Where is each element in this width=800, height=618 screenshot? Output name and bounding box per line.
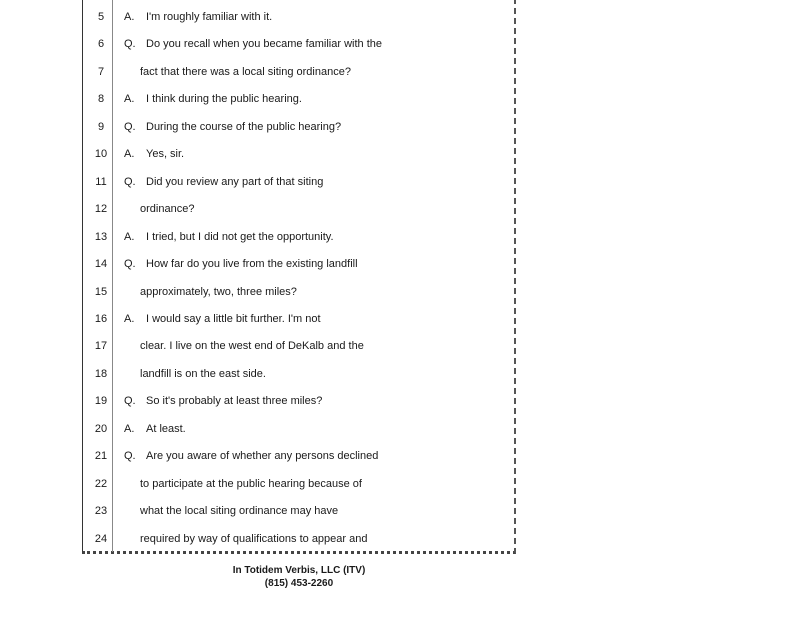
line-number: 23 [94,505,108,518]
transcript-line [82,172,512,192]
speaker-label: A. [124,230,135,243]
line-text: I would say a little bit further. I'm not [146,312,321,325]
line-text: So it's probably at least three miles? [146,395,323,408]
line-text: clear. I live on the west end of DeKalb and the [140,340,364,353]
transcript-line [82,391,512,411]
transcript-page [82,0,516,554]
line-text: At least. [146,422,186,435]
speaker-label: A. [124,422,135,435]
margin-rule [112,0,113,552]
footer-phone: (815) 453-2260 [264,578,334,589]
line-number: 11 [95,175,107,188]
line-text: fact that there was a local siting ordinance? [140,65,351,78]
transcript-line [82,144,512,164]
line-number: 16 [94,312,108,325]
speaker-label: Q. [124,258,136,271]
line-number: 7 [97,65,105,78]
speaker-label: A. [124,148,135,161]
line-number: 24 [94,532,108,545]
line-text: Did you review any part of that siting [146,175,324,188]
line-text: approximately, two, three miles? [140,285,297,298]
line-text: How far do you live from the existing landfill [146,258,358,271]
transcript-line [82,336,512,356]
speaker-label: Q. [124,38,136,51]
transcript-line [82,254,512,274]
line-number: 12 [94,203,108,216]
line-number: 20 [94,422,108,435]
line-text: During the course of the public hearing? [146,120,342,133]
footer-company: In Totidem Verbis, LLC (ITV) [232,565,366,576]
line-number: 21 [94,450,108,463]
line-text: I tried, but I did not get the opportunity. [146,230,334,243]
line-number: 14 [94,258,108,271]
line-text: I'm roughly familiar with it. [146,11,273,23]
line-number: 19 [94,395,108,408]
line-text: ordinance? [140,203,195,216]
transcript-line [82,7,512,27]
transcript-line [82,309,512,329]
line-number: 9 [97,120,105,133]
transcript-line [82,364,512,384]
line-number: 15 [94,285,108,298]
line-number: 8 [97,93,105,106]
speaker-label: A. [124,11,135,23]
line-text: Are you aware of whether any persons declined [146,450,379,463]
speaker-label: Q. [124,450,136,463]
transcript-line [82,529,512,549]
speaker-label: Q. [124,120,136,133]
speaker-label: Q. [124,175,136,188]
speaker-label: A. [124,93,135,106]
transcript-line [82,117,512,137]
line-number: 10 [94,148,108,161]
transcript-line [82,199,512,219]
line-text: what the local siting ordinance may have [140,505,339,518]
line-text: Yes, sir. [146,148,185,161]
transcript-line [82,89,512,109]
line-text: required by way of qualifications to appear and [140,532,368,545]
transcript-line [82,419,512,439]
transcript-line [82,446,512,466]
speaker-label: A. [124,312,135,325]
line-text: I think during the public hearing. [146,93,302,106]
line-number: 18 [94,367,108,380]
transcript-line [82,62,512,82]
line-number: 6 [97,38,105,51]
line-text: landfill is on the east side. [140,367,266,380]
line-text: Do you recall when you became familiar with the [146,38,383,51]
line-number: 22 [94,477,108,490]
transcript-line [82,501,512,521]
line-number: 5 [97,11,105,23]
line-number: 13 [94,230,108,243]
speaker-label: Q. [124,395,136,408]
transcript-line [82,227,512,247]
line-number: 17 [94,340,108,353]
line-text: to participate at the public hearing because of [140,477,362,490]
transcript-line [82,34,512,54]
transcript-line [82,474,512,494]
transcript-line [82,282,512,302]
